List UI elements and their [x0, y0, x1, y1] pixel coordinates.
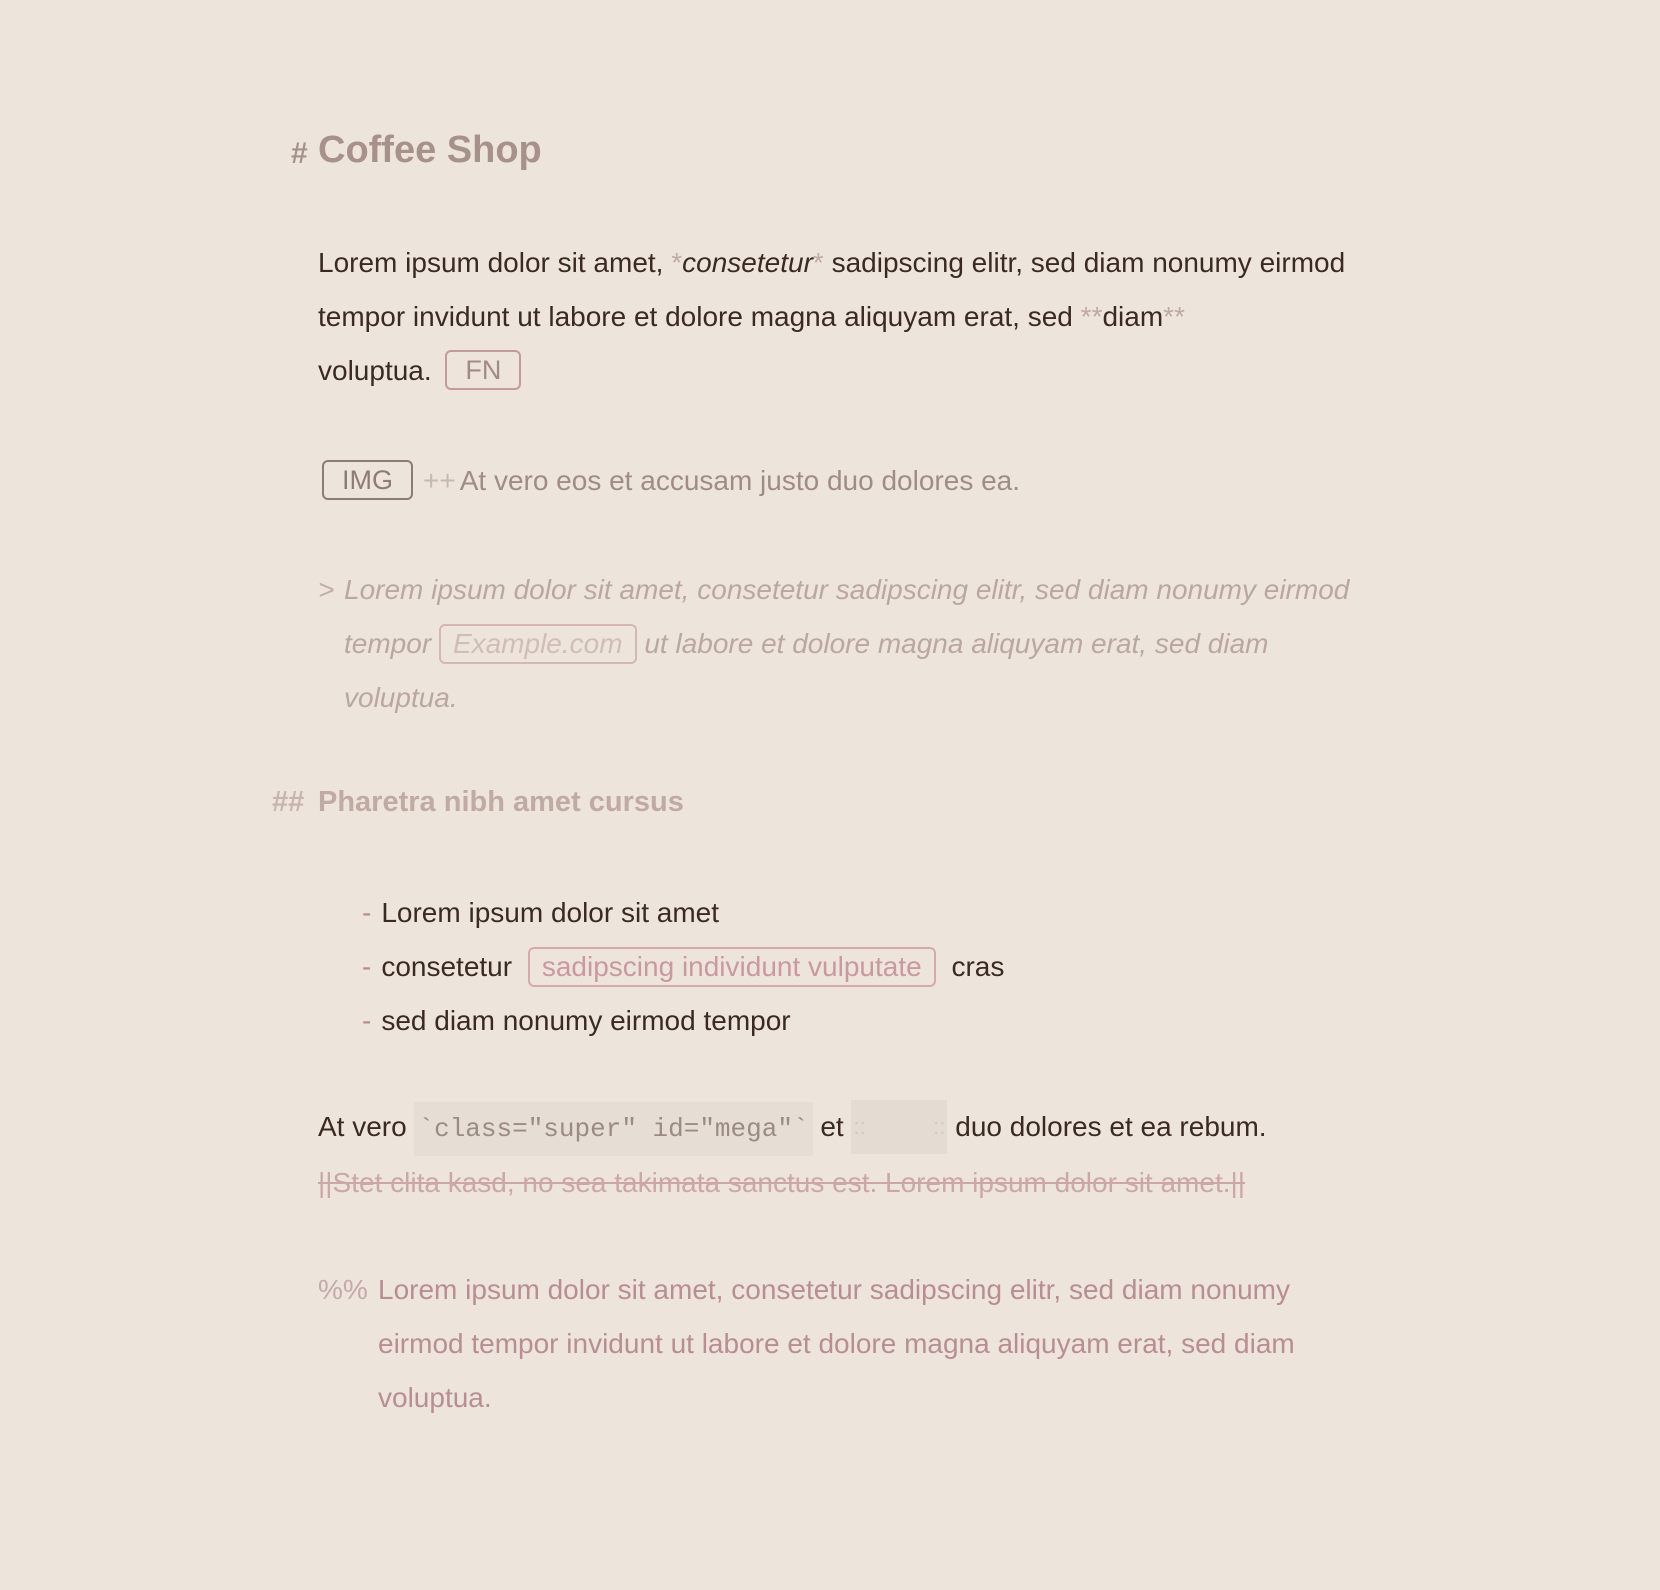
comment-marker: %% [318, 1274, 368, 1305]
hidden-marker: :: [853, 1114, 866, 1139]
list-item[interactable] [362, 994, 1392, 1048]
highlight-tag[interactable]: sadipscing individunt vulputate [528, 947, 936, 987]
heading-1[interactable] [291, 122, 1348, 178]
insert-marker: ++ [423, 465, 456, 496]
paragraph-text: voluptua. [318, 355, 432, 386]
footnote-tag[interactable]: FN [445, 350, 521, 390]
hidden-marker: :: [933, 1114, 946, 1139]
heading-1-text: Coffee Shop [318, 129, 542, 171]
bold-marker: ** [1080, 301, 1103, 332]
list-item-text: cras [951, 951, 1005, 982]
bold-marker: ** [1163, 301, 1185, 332]
paragraph-text: duo dolores et ea rebum. [947, 1111, 1267, 1142]
paragraph-2[interactable] [322, 454, 1352, 508]
quote-marker: > [318, 574, 335, 605]
paragraph-1[interactable] [318, 236, 1348, 398]
italic-marker: * [812, 247, 824, 278]
comment-text: Lorem ipsum dolor sit amet, consetetur sadipscing elitr, sed diam nonumy eirmod tempor invidunt ut labore et dolore magna aliquyam erat, sed diam voluptua. [378, 1274, 1295, 1413]
list-marker: - [362, 951, 372, 982]
paragraph-text: et [812, 1111, 852, 1142]
heading-2-text: Pharetra nibh amet cursus [318, 786, 684, 818]
list-marker: - [362, 1005, 372, 1036]
paragraph-text: Lorem ipsum dolor sit amet, [318, 247, 672, 278]
bold-text: diam [1102, 301, 1164, 332]
list-item[interactable] [362, 886, 1392, 940]
image-tag[interactable]: IMG [322, 460, 413, 500]
heading-1-marker: # [291, 137, 308, 170]
strikethrough-text: ||Stet clita kasd, no sea takimata sanctus est. Lorem ipsum dolor sit amet.|| [318, 1167, 1246, 1198]
list-item-text: sed diam nonumy eirmod tempor [381, 1005, 791, 1036]
list-marker: - [362, 897, 372, 928]
italic-text: consetetur [682, 247, 813, 278]
heading-2-marker: ## [272, 786, 305, 818]
inline-code[interactable]: `class="super" id="mega"` [414, 1102, 812, 1156]
heading-2[interactable] [272, 778, 1348, 826]
list-item[interactable] [362, 940, 1392, 994]
blockquote[interactable] [318, 563, 1358, 725]
paragraph-3[interactable] [318, 1100, 1348, 1210]
comment-block[interactable] [318, 1263, 1348, 1425]
hidden-text-block[interactable] [851, 1100, 947, 1154]
quote-text: Lorem ipsum dolor sit amet, consetetur sadipscing elitr, sed diam nonumy eirmod tempor [344, 574, 1350, 659]
list-item-text: Lorem ipsum dolor sit amet [381, 897, 720, 928]
bullet-list [362, 886, 1392, 1048]
paragraph-text: At vero eos et accusam justo duo dolores ea. [459, 465, 1021, 496]
paragraph-text: At vero [318, 1111, 415, 1142]
paragraph-text: sadipscing elitr, sed diam nonumy eirmod tempor invidunt ut labore et dolore magna aliquyam erat, sed [318, 247, 1346, 332]
link-tag[interactable]: Example.com [439, 624, 637, 664]
italic-marker: * [671, 247, 683, 278]
quote-text: ut labore et dolore magna aliquyam erat, sed diam voluptua. [344, 628, 1269, 713]
list-item-text: consetetur [381, 951, 513, 982]
